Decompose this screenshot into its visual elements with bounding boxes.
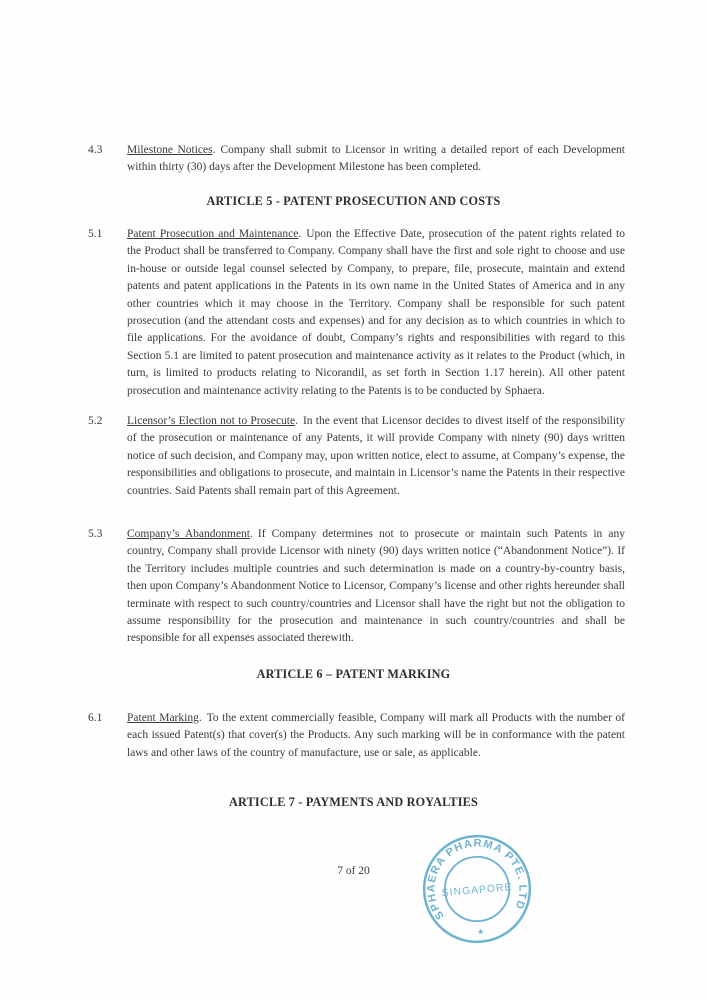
section-number: 5.3: [88, 528, 103, 540]
section-title: Milestone Notices: [127, 144, 213, 156]
section-text: [127, 710, 625, 762]
section-body-text: Upon the Effective Date, prosecution of the patent rights related to the Product shall be transferred to Company. Company shall have the first and sole right to choose and use in-house or outside legal counsel selected by Company, to prepare, file, prosecute, maintain and extend patents and patent applications in the Patents in its own name in the United States of America and in any other countries which it may choose in the Territory. Company shall be responsible for such patent prosecution (and the attendant costs and expenses) and for any decision as to which countries in which to file applications. For the avoidance of doubt, Company’s rights and responsibilities with regard to this Section 5.1 are limited to patent prosecution and maintenance activity as it relates to the Product (which, in turn, is limited to products relating to Nicorandil, as set forth in Section 1.17 herein). All other patent prosecution and maintenance activity relating to the Patents is to be conducted by Sphaera.: [127, 228, 625, 397]
section-title: Patent Marking: [127, 712, 199, 724]
page-number: 7 of 20: [337, 865, 370, 877]
section-number: 4.3: [88, 144, 103, 156]
section-5-1: [88, 226, 625, 400]
section-title: Licensor’s Election not to Prosecute: [127, 415, 296, 427]
section-text: [127, 526, 625, 648]
section-text: [127, 226, 625, 400]
section-number: 6.1: [88, 712, 103, 724]
stamp-star-icon: ★: [476, 926, 485, 937]
svg-text:SPHAERA PHARMA PTE. LTD: [421, 833, 531, 922]
article-5-heading: ARTICLE 5 - PATENT PROSECUTION AND COSTS: [206, 194, 501, 208]
company-stamp: [415, 827, 539, 951]
section-title-period: .: [250, 528, 253, 540]
section-text: [127, 142, 625, 177]
section-number: 5.2: [88, 415, 103, 427]
section-body-text: To the extent commercially feasible, Company will mark all Products with the number of each issued Patent(s) that cover(s) the Products. Any such marking will be in conformance with the patent laws and other laws of the country of manufacture, use or sale, as applicable.: [127, 712, 625, 759]
section-number: 5.1: [88, 228, 103, 240]
stamp-ring-text: SPHAERA PHARMA PTE. LTD: [425, 837, 529, 922]
section-text: [127, 413, 625, 500]
section-title-period: .: [198, 712, 202, 724]
article-6-heading: ARTICLE 6 – PATENT MARKING: [256, 667, 451, 681]
section-title: Company’s Abandonment: [127, 528, 250, 540]
section-title-period: .: [212, 144, 216, 156]
section-body-text: In the event that Licensor decides to divest itself of the responsibility of the prosecution or maintenance of any Patents, it will provide Company with ninety (90) days written notice of such decision, and Company may, upon written notice, elect to assume, at Company’s expense, the responsibilities and obligations to prosecute, and maintain in Licensor’s name the Patents in their respective countries. Said Patents shall remain part of this Agreement.: [127, 415, 625, 497]
section-5-2: [88, 413, 625, 500]
article-7-heading: ARTICLE 7 - PAYMENTS AND ROYALTIES: [229, 795, 478, 809]
section-5-3: [88, 526, 625, 648]
section-body-text: If Company determines not to prosecute or maintain such Patents in any country, Company shall provide Licensor with ninety (90) days written notice (“Abandonment Notice”). If the Territory includes multiple countries and such determination is made on a country-by-country basis, then upon Company’s Abandonment Notice to Licensor, Company’s license and other rights hereunder shall terminate with respect to such country/countries and Licensor shall have the right but not the obligation to assume responsibility for the prosecution and maintenance in such country/countries and shall be responsible for all expenses associated therewith.: [127, 528, 625, 645]
section-title-period: .: [295, 415, 298, 427]
stamp-seal-icon: [415, 827, 539, 951]
section-body-text: Company shall submit to Licensor in writing a detailed report of each Development within thirty (30) days after the Development Milestone has been completed.: [127, 144, 626, 174]
section-4-3: [88, 142, 625, 177]
section-6-1: [88, 710, 625, 762]
section-title: Patent Prosecution and Maintenance: [127, 228, 299, 240]
section-title-period: .: [298, 228, 302, 240]
stamp-center-text: SINGAPORE: [441, 882, 513, 900]
